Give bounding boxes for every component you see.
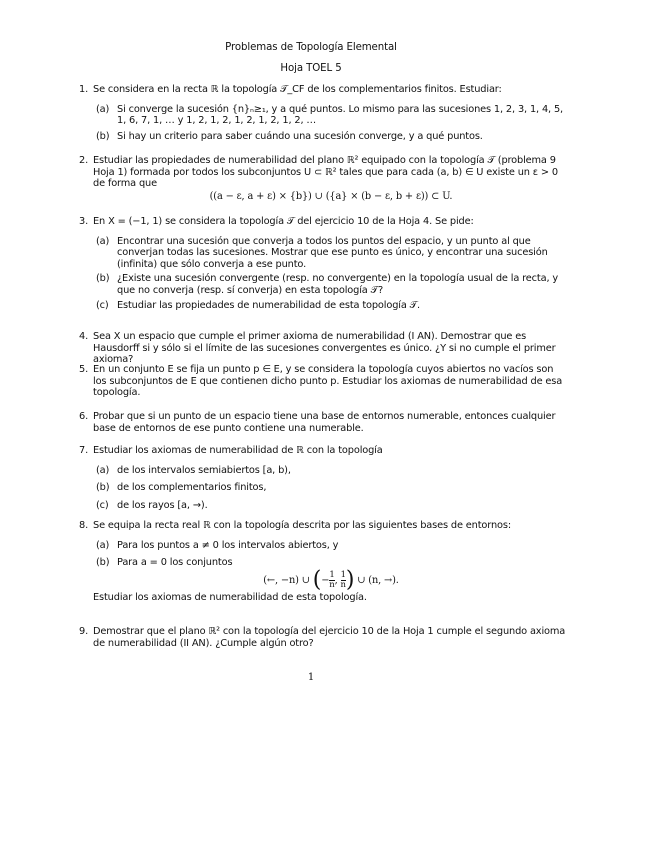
formula-right: ∪ (n, →).	[354, 574, 399, 586]
problem-3	[79, 216, 569, 311]
problem-1	[79, 84, 569, 142]
subitem-label: (a)	[96, 103, 110, 115]
fraction-denominator: n	[329, 579, 335, 590]
problem-number: 5.	[79, 364, 89, 375]
problem-7	[79, 445, 569, 511]
problem-4	[79, 331, 569, 366]
problem-text: Estudiar las propiedades de numerabilidad del plano ℝ² equipado con la topología 𝒯 (problema 9 Hoja 1) formada por todos los subconjuntos U ⊂ ℝ² tales que para cada (a, b) ∈ U existe un ε > 0 de forma que	[93, 155, 559, 190]
problem-text: Se considera en la recta ℝ la topología 𝒯_CF de los complementarios finitos. Estudiar:	[93, 84, 502, 95]
subitem-label: (b)	[96, 482, 110, 494]
problem-text: Sea X un espacio que cumple el primer axioma de numerabilidad (I AN). Demostrar que es Hausdorff si y sólo si el límite de las sucesiones convergentes es único. ¿Y si no cumple el primer axioma?	[93, 331, 556, 366]
problem-text: Se equipa la recta real ℝ con la topología descrita por las siguientes bases de entornos:	[93, 520, 511, 531]
problem-number: 4.	[79, 331, 89, 342]
problem-number: 8.	[79, 520, 89, 531]
subitem-text: de los intervalos semiabiertos [a, b),	[117, 464, 291, 476]
subitem	[93, 540, 569, 552]
display-formula: ((a − ε, a + ε) × {b}) ∪ ({a} × (b − ε, b + ε)) ⊂ U.	[209, 190, 453, 202]
subitem-text: Estudiar las propiedades de numerabilidad de esta topología 𝒯.	[117, 299, 420, 311]
subitem-label: (a)	[96, 464, 110, 476]
fraction-numerator: 1	[340, 569, 346, 580]
problem-number: 1.	[79, 84, 89, 95]
subitem-label: (b)	[96, 273, 110, 285]
subitem-text: de los rayos [a, →).	[117, 499, 208, 511]
problem-text: Demostrar que el plano ℝ² con la topología del ejercicio 10 de la Hoja 1 cumple el segundo axioma de numerabilidad (II AN). ¿Cumple algún otro?	[93, 626, 566, 649]
subitem	[93, 104, 569, 127]
subitem	[93, 273, 569, 296]
subitem-text: de los complementarios finitos,	[117, 482, 267, 494]
subitem-label: (a)	[96, 235, 110, 247]
display-formula: (←, −n) ∪ (− $\frac{1}{n}$ , $\frac{1}{n}$ ) ∪ (n, →).	[263, 567, 399, 593]
subitem	[93, 300, 569, 312]
problem-text: En X = (−1, 1) se considera la topología 𝒯 del ejercicio 10 de la Hoja 4. Se pide:	[93, 216, 474, 227]
big-paren-right: )	[345, 567, 355, 593]
problem-followup: Estudiar los axiomas de numerabilidad de esta topología.	[93, 591, 367, 603]
problem-number: 2.	[79, 155, 89, 166]
problem-6	[79, 411, 569, 434]
subitem-text: Si hay un criterio para saber cuándo una sucesión converge, y a qué puntos.	[117, 130, 483, 142]
problem-text: Probar que si un punto de un espacio tiene una base de entornos numerable, entonces cualquier base de entornos de ese punto contiene una numerable.	[93, 411, 556, 434]
fraction-numerator: 1	[329, 569, 335, 580]
document-title: Problemas de Topología Elemental	[225, 42, 397, 53]
subitem-label: (c)	[96, 499, 109, 511]
problem-5	[79, 364, 569, 399]
subitem	[93, 557, 569, 569]
problem-8	[79, 520, 569, 603]
subitem	[93, 465, 569, 477]
subitem	[93, 482, 569, 494]
page-number: 1	[307, 672, 315, 683]
subitem-text: Si converge la sucesión {n}ₙ≥₁, y a qué puntos. Lo mismo para las sucesiones 1, 2, 3, 1, 4, 5, 1, 6, 7, 1, … y 1, 2, 1, 2, 1, 2, 1, 2, 1, 2, …	[117, 103, 564, 127]
sheet-title: Hoja TOEL 5	[280, 63, 342, 74]
subitem-label: (a)	[96, 539, 110, 551]
problem-number: 9.	[79, 626, 89, 637]
fraction	[329, 571, 334, 590]
problem-number: 3.	[79, 216, 89, 227]
subitem-text: Para los puntos a ≠ 0 los intervalos abiertos, y	[117, 539, 339, 551]
subitem	[93, 500, 569, 512]
fraction-denominator: n	[340, 579, 346, 590]
subitem-label: (b)	[96, 557, 110, 569]
problem-number: 7.	[79, 445, 89, 456]
subitem-label: (b)	[96, 130, 110, 142]
problem-text: Estudiar los axiomas de numerabilidad de ℝ con la topología	[93, 445, 383, 456]
subitem	[93, 236, 569, 271]
subitem-label: (c)	[96, 299, 109, 311]
problem-number: 6.	[79, 411, 89, 422]
problem-text: En un conjunto E se fija un punto p ∈ E, y se considera la topología cuyos abiertos no vacíos son los subconjuntos de E que contienen dicho punto p. Estudiar los axiomas de numerabilidad de esa topología.	[93, 364, 563, 399]
subitem-text: Encontrar una sucesión que converja a todos los puntos del espacio, y un punto al que converjan todas las sucesiones. Mostrar que ese punto es único, y encontrar una sucesión (infinita) que sólo converja a ese punto.	[117, 235, 548, 270]
subitem-text: Para a = 0 los conjuntos	[117, 557, 233, 569]
subitem	[93, 131, 569, 143]
big-paren-left: (	[312, 567, 322, 593]
subitem-text: ¿Existe una sucesión convergente (resp. no convergente) en la topología usual de la recta, y que no converja (resp. sí converja) en esta topología 𝒯?	[117, 273, 559, 296]
problem-9	[79, 626, 569, 649]
problem-2	[79, 155, 569, 202]
formula-left: (←, −n) ∪	[263, 574, 313, 586]
